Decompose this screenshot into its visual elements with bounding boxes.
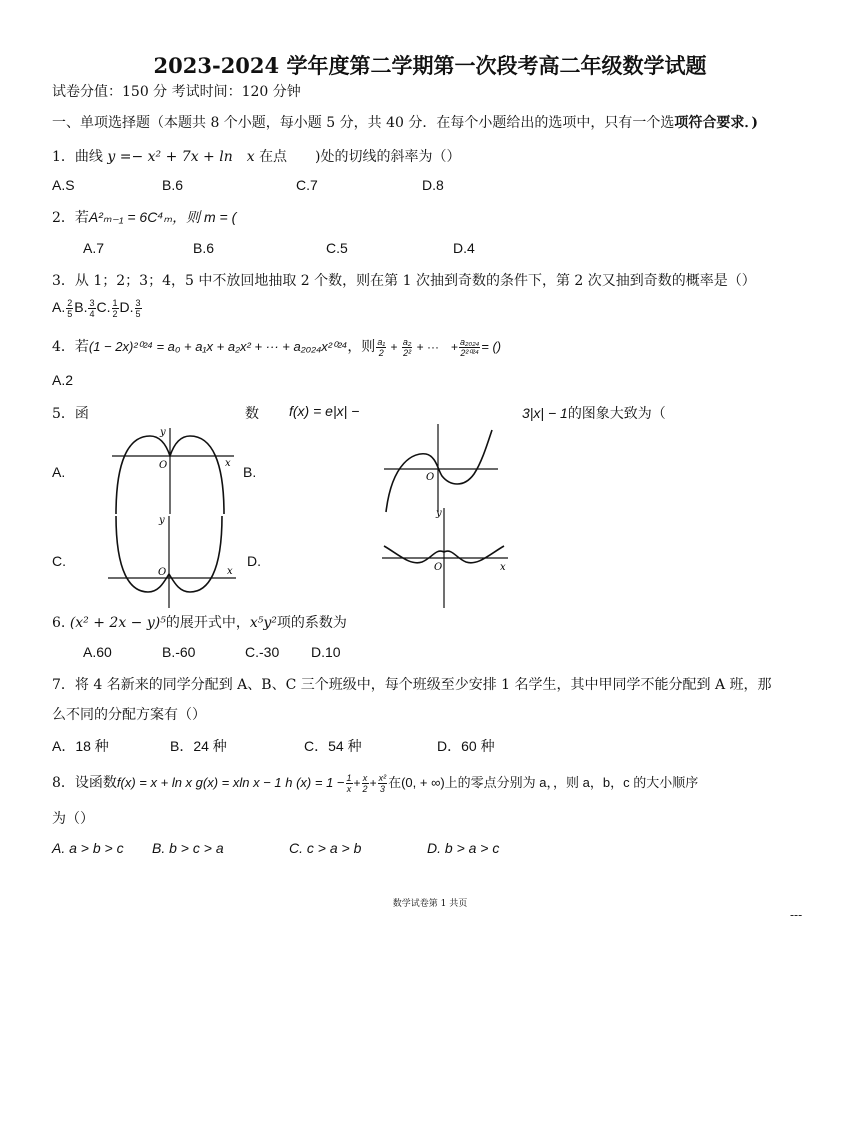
- q6-option-c: C.-30: [245, 644, 280, 660]
- q8-frac-2: [362, 773, 369, 794]
- q8-option-a: A. a > b > c: [52, 840, 124, 856]
- q3-option-d-fraction: [135, 298, 142, 319]
- question-8: 8．设函数f(x) = x + ln x g(x) = xln x − 1 h (x) = 1 − $\frac{1}{x}$ + $\frac{x}{2}$ + $\frac{\text{x²}}{3}$ 在(0, + ∞)上的零点分别为 a，，则 a，b，c 的大小顺序: [52, 772, 699, 794]
- question-7-line-2: 么不同的分配方案有（）: [52, 707, 206, 723]
- q1-option-b: B.6: [162, 177, 184, 193]
- q2-option-c: C.5: [326, 240, 348, 256]
- q4-mid: ，则: [347, 339, 376, 355]
- q5-option-a-label: A.: [52, 464, 66, 480]
- q3-option-b-den: 4: [89, 309, 95, 319]
- q6-term: x⁵y²: [249, 615, 277, 631]
- y-label: y: [436, 508, 442, 519]
- q8-suffix: ，则 a，b，c 的大小顺序: [553, 775, 699, 790]
- question-6: [52, 612, 347, 632]
- q3-options: [52, 298, 143, 319]
- section-heading: [52, 112, 758, 132]
- question-4: 4．若(1 − 2x)²⁰²⁴ = a₀ + a₁x + a₂x² + ··· + a₂₀₂₄x²⁰²⁴，则 $\frac{\text{a₁}}{2}$ + $\frac{\text{a₂}}{\text{2²}}$ + ··· + $\frac{\text{a₂₀₂₄}}{\text{2²⁰²⁴}}$ = (): [52, 336, 502, 358]
- q4-frac-1-num: a₁: [377, 336, 386, 347]
- origin-label: O: [426, 472, 435, 483]
- y-label: y: [160, 427, 166, 438]
- q2-suffix: ，则 m = (: [172, 209, 237, 225]
- q7-option-b: B．24 种: [170, 738, 227, 754]
- q6-formula: (x² + 2x − y)⁵: [69, 615, 166, 631]
- q3-option-a-fraction: [66, 298, 73, 319]
- q3-option-c-fraction: [112, 298, 119, 319]
- x-label: x: [500, 562, 506, 573]
- q6-option-a: A.60: [83, 644, 112, 660]
- q3-option-d-label: D.: [119, 299, 134, 316]
- q2-option-b: B.6: [193, 240, 215, 256]
- q5-graph-a: [108, 422, 238, 516]
- q8-frac-3-num: x²: [378, 772, 387, 783]
- curve: [386, 430, 492, 512]
- q8-formula-a: f(x) = x + ln x g(x) = xln x − 1 h (x) = 1 −: [116, 775, 345, 790]
- q4-frac-3-den: 2²⁰²⁴: [460, 347, 479, 358]
- q2-prefix: 2．若: [52, 210, 89, 226]
- q3-option-d-num: 3: [135, 298, 141, 308]
- origin-label: O: [159, 460, 168, 471]
- q3-option-c-num: 1: [112, 298, 118, 308]
- q3-option-b-label: B.: [74, 299, 88, 316]
- q3-option-a-den: 5: [67, 309, 73, 319]
- q4-prefix: 4．若: [52, 339, 89, 355]
- q6-mid: 的展开式中，: [165, 615, 250, 631]
- q3-option-c-den: 2: [112, 309, 118, 319]
- q8-prefix: 8．设函数: [52, 775, 117, 791]
- q4-frac-3: [459, 337, 480, 358]
- x-label: x: [227, 566, 233, 577]
- q8-formula-b: 在(0, + ∞)上的零点分别为 a，: [388, 775, 554, 790]
- question-8-line-2: 为（）: [52, 811, 94, 827]
- q8-frac-3-den: 3: [379, 783, 385, 794]
- q7-option-a: A．18 种: [52, 738, 109, 754]
- q8-frac-3: [378, 773, 388, 794]
- q8-option-d: D. b > a > c: [427, 840, 500, 856]
- q8-frac-1: [346, 773, 353, 794]
- q8-frac-2-num: x: [362, 772, 368, 783]
- question-7-line-1: 7．将 4 名新来的同学分配到 A、B、C 三个班级中，每个班级至少安排 1 名学生，其中甲同学不能分配到 A 班，那: [52, 677, 772, 693]
- q7-option-d: D．60 种: [437, 738, 495, 754]
- section-heading-text: 一、单项选择题（本题共 8 个小题，每小题 5 分，共 40 分．在每个小题给出的选项中，只有一个选: [52, 115, 675, 131]
- q5-graph-b: [384, 422, 504, 514]
- q4-frac-2: [402, 337, 412, 358]
- q4-option-a: A.2: [52, 372, 74, 388]
- section-heading-bold: 项符合要求．): [674, 115, 758, 131]
- q4-formula: (1 − 2x)²⁰²⁴ = a₀ + a₁x + a₂x² + ··· + a₂₀₂₄x²⁰²⁴: [88, 339, 348, 354]
- question-3: 3．从 1；2；3；4，5 中不放回地抽取 2 个数，则在第 1 次抽到奇数的条件下，第 2 次又抽到奇数的概率是（）: [52, 273, 756, 289]
- q8-frac-2-den: 2: [362, 783, 368, 794]
- q5-part2: 数: [245, 406, 259, 422]
- q4-frac-1-den: 2: [378, 347, 384, 358]
- q5-graph-d: [378, 504, 514, 610]
- q3-option-a-num: 2: [67, 298, 73, 308]
- page-title: 2023-2024 学年度第二学期第一次段考高二年级数学试题: [153, 53, 707, 78]
- q5-formula-1: f(x) = e|x| −: [289, 403, 360, 419]
- q6-number: 6.: [52, 615, 70, 631]
- q1-formula: y =− x² + 7x + ln x: [107, 149, 255, 165]
- origin-label: O: [158, 567, 167, 578]
- origin-label: O: [434, 562, 443, 573]
- q6-suffix: 项的系数为: [276, 615, 347, 631]
- q5-option-c-label: C.: [52, 553, 66, 569]
- q5-formula-2: 3|x| − 1: [522, 405, 568, 421]
- q2-option-a: A.7: [83, 240, 105, 256]
- q1-middle: 在点 ): [259, 149, 321, 165]
- q2-formula: A²ₘ₋₁ = 6C⁴ₘ: [88, 209, 173, 225]
- q4-frac-2-num: a₂: [402, 336, 412, 347]
- q5-part1: 5．函: [52, 406, 89, 422]
- q3-option-b-fraction: [88, 298, 95, 319]
- question-2: [52, 207, 236, 227]
- q8-frac-1-num: 1: [346, 772, 352, 783]
- q5-suffix: 的图象大致为（: [567, 406, 666, 422]
- q1-option-a: A.S: [52, 177, 75, 193]
- page-footer: 数学试卷第 1 共页: [392, 899, 468, 909]
- exam-info: 试卷分值：150 分 考试时间：120 分钟: [52, 84, 301, 100]
- q5-option-b-label: B.: [243, 464, 257, 480]
- question-1: [52, 146, 461, 166]
- q2-option-d: D.4: [453, 240, 475, 256]
- footer-mark: ---: [790, 908, 803, 922]
- q5-option-d-label: D.: [247, 553, 261, 569]
- q5-graph-c: [104, 512, 240, 612]
- q5-formula-2-line: [522, 403, 666, 423]
- q3-option-c-label: C.: [96, 299, 111, 316]
- q6-option-d: D.10: [311, 644, 341, 660]
- x-label: x: [225, 458, 231, 469]
- q3-option-b-num: 3: [89, 298, 95, 308]
- q1-prefix: 1．曲线: [52, 149, 103, 165]
- q1-option-c: C.7: [296, 177, 318, 193]
- q7-option-c: C．54 种: [304, 738, 362, 754]
- q4-frac-2-den: 2²: [403, 347, 412, 358]
- q8-frac-1-den: x: [346, 783, 352, 794]
- q4-frac-3-num: a₂₀₂₄: [459, 336, 480, 347]
- q8-option-b: B. b > c > a: [152, 840, 224, 856]
- q8-option-c: C. c > a > b: [289, 840, 362, 856]
- q6-option-b: B.-60: [162, 644, 196, 660]
- q3-option-d-den: 5: [135, 309, 141, 319]
- q3-option-a-label: A.: [52, 299, 66, 316]
- q4-frac-1: [376, 337, 386, 358]
- q4-tail: = (): [481, 339, 502, 354]
- q1-option-d: D.8: [422, 177, 444, 193]
- q1-suffix: 处的切线的斜率为（）: [320, 149, 461, 165]
- y-label: y: [159, 515, 165, 526]
